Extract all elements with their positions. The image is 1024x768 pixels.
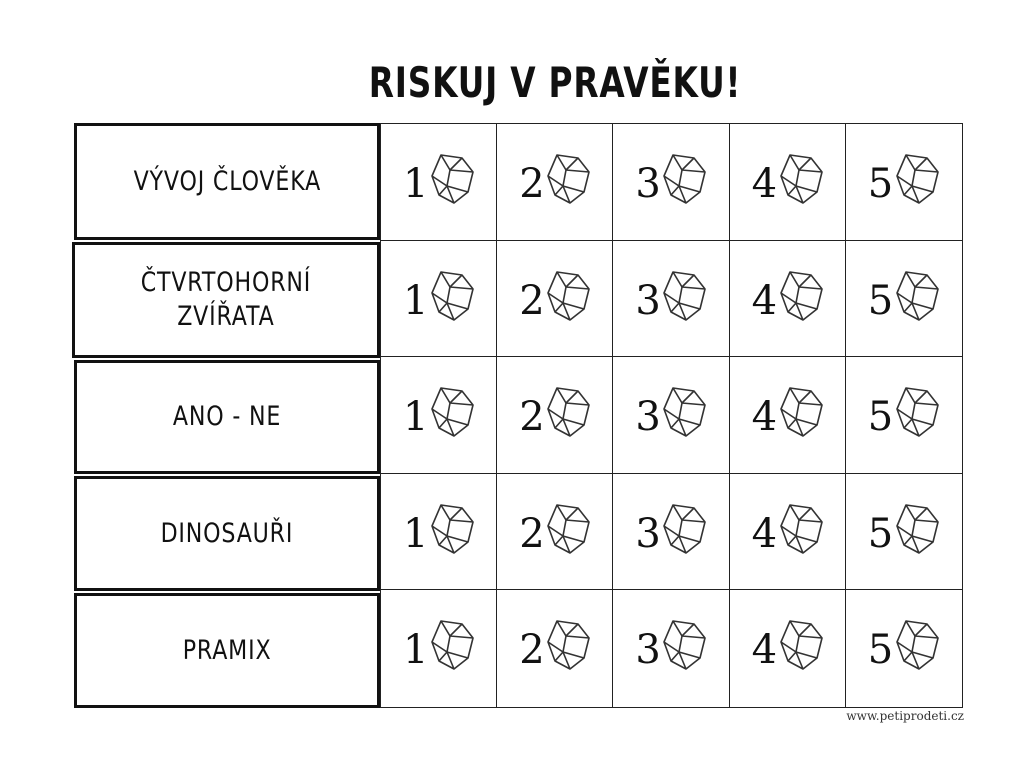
point-value: 1: [403, 277, 429, 324]
point-value: 2: [519, 510, 545, 557]
question-cell[interactable]: [497, 590, 613, 707]
question-cell[interactable]: [730, 357, 846, 474]
point-value: 3: [635, 510, 661, 557]
gem-stone-icon: [894, 152, 940, 206]
point-value: 3: [635, 627, 661, 674]
point-value: 2: [519, 394, 545, 441]
gem-stone-icon: [545, 269, 591, 323]
question-cell[interactable]: [613, 357, 729, 474]
question-cell[interactable]: [730, 124, 846, 241]
question-grid: [380, 123, 963, 708]
category-card-dinosaurs[interactable]: [74, 476, 380, 591]
point-value: 5: [867, 627, 894, 674]
question-cell[interactable]: [497, 357, 613, 474]
gem-stone-icon: [545, 152, 591, 206]
point-value: 4: [751, 510, 778, 557]
question-cell[interactable]: [613, 241, 729, 358]
question-cell[interactable]: [381, 124, 497, 241]
question-cell[interactable]: [730, 241, 846, 358]
gem-stone-icon: [429, 269, 475, 323]
question-cell[interactable]: [381, 357, 497, 474]
gem-stone-icon: [778, 269, 824, 323]
point-value: 5: [867, 394, 894, 441]
category-label: DINOSAUŘI: [160, 517, 294, 549]
gem-stone-icon: [545, 502, 591, 556]
point-value: 4: [751, 394, 778, 441]
question-cell[interactable]: [497, 474, 613, 591]
gem-stone-icon: [661, 502, 707, 556]
gem-stone-icon: [778, 385, 824, 439]
category-label: ANO - NE: [172, 401, 282, 432]
question-cell[interactable]: [846, 357, 962, 474]
question-cell[interactable]: [381, 590, 497, 707]
category-card-yes-no[interactable]: [74, 360, 380, 474]
point-value: 1: [403, 161, 429, 207]
question-cell[interactable]: [730, 474, 846, 591]
category-label: VÝVOJ ČLOVĚKA: [133, 165, 321, 197]
point-value: 4: [751, 277, 778, 324]
gem-stone-icon: [661, 618, 707, 672]
question-cell[interactable]: [846, 241, 962, 358]
gem-stone-icon: [429, 152, 475, 206]
point-value: 2: [519, 277, 545, 324]
point-value: 1: [403, 394, 429, 441]
gem-stone-icon: [661, 269, 707, 323]
point-value: 1: [403, 627, 429, 674]
page-title: RISKUJ V PRAVĚKU!: [368, 58, 742, 107]
question-cell[interactable]: [613, 124, 729, 241]
category-card-pramix[interactable]: [74, 593, 380, 708]
point-value: 5: [867, 510, 894, 557]
question-cell[interactable]: [846, 590, 962, 707]
question-cell[interactable]: [846, 474, 962, 591]
point-value: 3: [635, 161, 661, 207]
gem-stone-icon: [778, 618, 824, 672]
gem-stone-icon: [894, 269, 940, 323]
question-cell[interactable]: [613, 590, 729, 707]
gem-stone-icon: [545, 618, 591, 672]
gem-stone-icon: [778, 152, 824, 206]
gem-stone-icon: [429, 385, 475, 439]
gem-stone-icon: [894, 385, 940, 439]
gem-stone-icon: [429, 618, 475, 672]
question-cell[interactable]: [730, 590, 846, 707]
category-card-quaternary-animals[interactable]: [72, 242, 380, 358]
question-cell[interactable]: [497, 241, 613, 358]
question-cell[interactable]: [846, 124, 962, 241]
question-cell[interactable]: [613, 474, 729, 591]
point-value: 5: [867, 161, 894, 207]
footer-url: www.petiprodeti.cz: [846, 709, 964, 723]
question-cell[interactable]: [381, 474, 497, 591]
category-label: ČTVRTOHORNÍ ZVÍŘATA: [140, 267, 312, 332]
point-value: 1: [403, 510, 429, 557]
gem-stone-icon: [778, 502, 824, 556]
point-value: 4: [751, 161, 778, 207]
category-label: PRAMIX: [182, 634, 272, 666]
point-value: 2: [519, 161, 545, 207]
gem-stone-icon: [661, 385, 707, 439]
gem-stone-icon: [545, 385, 591, 439]
question-cell[interactable]: [497, 124, 613, 241]
question-cell[interactable]: [381, 241, 497, 358]
category-card-human-evolution[interactable]: [74, 123, 380, 240]
gem-stone-icon: [661, 152, 707, 206]
gem-stone-icon: [894, 502, 940, 556]
point-value: 4: [751, 627, 778, 674]
point-value: 3: [635, 277, 661, 324]
gem-stone-icon: [429, 502, 475, 556]
point-value: 3: [635, 394, 661, 441]
point-value: 2: [519, 627, 545, 674]
gem-stone-icon: [894, 618, 940, 672]
point-value: 5: [867, 277, 894, 324]
